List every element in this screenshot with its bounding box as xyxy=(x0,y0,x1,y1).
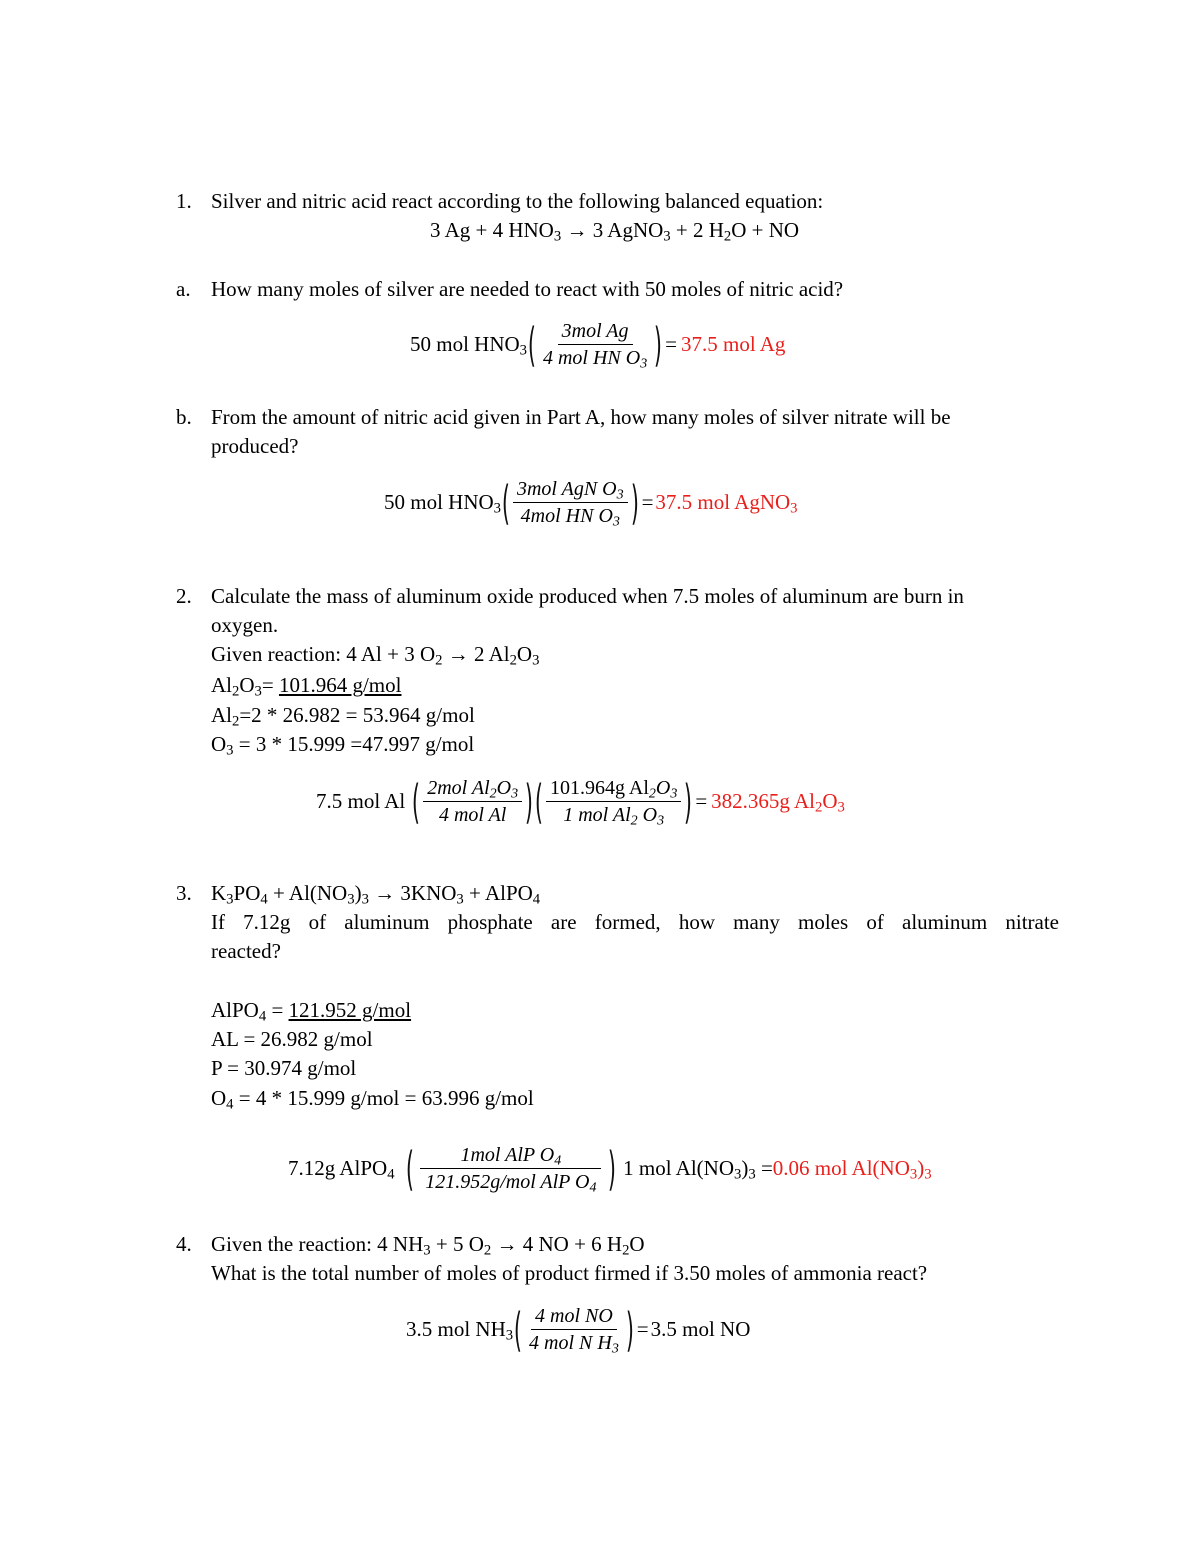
q2-text-line2: oxygen. xyxy=(211,613,279,637)
q1a-lhs: 50 mol $HNO_3$ xyxy=(410,332,528,359)
q1a-text: How many moles of silver are needed to react with 50 moles of nitric acid? xyxy=(211,277,844,301)
q1a-fraction: $\frac{\text{3mol Ag}}{4 mol HN O_3}$ xyxy=(542,320,648,372)
q1b-answer: 37.5 mol AgNO$_3$ xyxy=(655,490,798,517)
q1-equation: 3 Ag + 4 $HNO_3 \to 3$ AgNO$_3$ + 2 $H_2O$ + NO xyxy=(430,218,800,245)
q2-number: 2. xyxy=(176,584,192,608)
q2-calculation: 7.5 mol Al ( $\frac{2mol Al_2O_3}{\text{4 mol Al}}$ ) ( $\frac{101.964g Al_2O_3}{1 mol Al_2 O_3}$ ) = 382.365g $Al_2O_3$ xyxy=(316,774,845,829)
q1b-text-line1: From the amount of nitric acid given in Part A, how many moles of silver nitrate will be xyxy=(211,405,951,429)
q1b-calculation: 50 mol $HNO_3$ ( $\frac{3mol AgN O_3}{4mol HN O_3}$ ) = 37.5 mol AgNO$_3$ xyxy=(384,475,798,530)
q2-fraction-2: $\frac{101.964g Al_2O_3}{1 mol Al_2 O_3}$ xyxy=(546,775,681,828)
q2-fraction-1: $\frac{2mol Al_2O_3}{\text{4 mol Al}}$ xyxy=(423,775,522,828)
q1a-answer: 37.5 mol Ag xyxy=(681,332,786,356)
q3-question-line1: If 7.12g of aluminum phosphate are formed, how many moles of aluminum nitrate xyxy=(211,910,1059,934)
q2-molar-mass-al2o3: $Al_2O_3= 101.964$ g/mol xyxy=(211,673,402,700)
q4-answer: 3.5 mol NO xyxy=(650,1317,751,1341)
q3-lhs: 7.12g AlPO$_4$ xyxy=(288,1156,395,1183)
q4-fraction: $\frac{\text{4 mol NO}}{4 mol N H_3}$ xyxy=(529,1305,619,1357)
q1-text: Silver and nitric acid react according to the following balanced equation: xyxy=(211,189,824,213)
q1b-label: b. xyxy=(176,405,192,429)
q3-molar-mass-o4: $O_4 = 4 * 15.999$ g/mol = 63.996 g/mol xyxy=(211,1086,534,1113)
q1a-calculation: 50 mol $HNO_3$ ( $\frac{\text{3mol Ag}}{4 mol HN O_3}$ ) = 37.5 mol Ag xyxy=(410,317,786,372)
q2-given-reaction: Given reaction: 4 Al + 3 $O_2 \to 2$ $Al_2O_3$ xyxy=(211,642,540,669)
q3-answer: 0.06 mol $Al(NO_3)_3$ xyxy=(772,1156,932,1183)
q2-molar-mass-al2: $Al_2=2 * 26.982 = 53.964$ g/mol xyxy=(211,703,475,730)
q3-question-line2: reacted? xyxy=(211,939,281,963)
q3-molar-mass-al: AL = 26.982 g/mol xyxy=(211,1027,373,1051)
q2-answer: 382.365g $Al_2O_3$ xyxy=(711,789,845,816)
q3-molar-mass-p: P = 30.974 g/mol xyxy=(211,1056,357,1080)
q1b-fraction: $\frac{3mol AgN O_3}{4mol HN O_3}$ xyxy=(513,476,628,529)
q3-molar-mass-alpo4: AlPO$_4$ = 121.952 g/mol xyxy=(211,998,412,1025)
q3-fraction: $\frac{1mol AlP O_4}{121.952g/mol AlP O_4}$ xyxy=(420,1142,601,1195)
q1a-label: a. xyxy=(176,277,191,301)
q3-calculation: 7.12g AlPO$_4$ ( $\frac{1mol AlP O_4}{121.952g/mol AlP O_4}$ ) 1 mol $Al(NO_3)_3$ = 0.06 mol $Al(NO_3)_3$ xyxy=(288,1141,932,1196)
q1b-text-line2: produced? xyxy=(211,434,299,458)
q4-reaction: Given the reaction: 4 $NH_3 + 5$ $O_2 \to 4$ NO + 6 $H_2O$ xyxy=(211,1232,645,1259)
q4-lhs: 3.5 mol $NH_3$ xyxy=(406,1317,514,1344)
q2-text-line1: Calculate the mass of aluminum oxide produced when 7.5 moles of aluminum are burn in xyxy=(211,584,964,608)
q3-number: 3. xyxy=(176,881,192,905)
q1-number: 1. xyxy=(176,189,192,213)
q4-number: 4. xyxy=(176,1232,192,1256)
q1b-lhs: 50 mol $HNO_3$ xyxy=(384,490,502,517)
q3-reaction: $K_3PO_4 + Al(NO_3)_3 \to 3KNO_3$ + AlPO$_4$ xyxy=(211,881,541,908)
q3-mid: 1 mol $Al(NO_3)_3$ = xyxy=(623,1156,773,1183)
q4-calculation: 3.5 mol $NH_3$ ( $\frac{\text{4 mol NO}}{4 mol N H_3}$ ) = 3.5 mol NO xyxy=(406,1302,751,1357)
q2-molar-mass-o3: $O_3 = 3 * 15.999 =47.997$ g/mol xyxy=(211,732,475,759)
q2-lhs: 7.5 mol Al xyxy=(316,789,406,813)
q4-question: What is the total number of moles of product firmed if 3.50 moles of ammonia react? xyxy=(211,1261,928,1285)
